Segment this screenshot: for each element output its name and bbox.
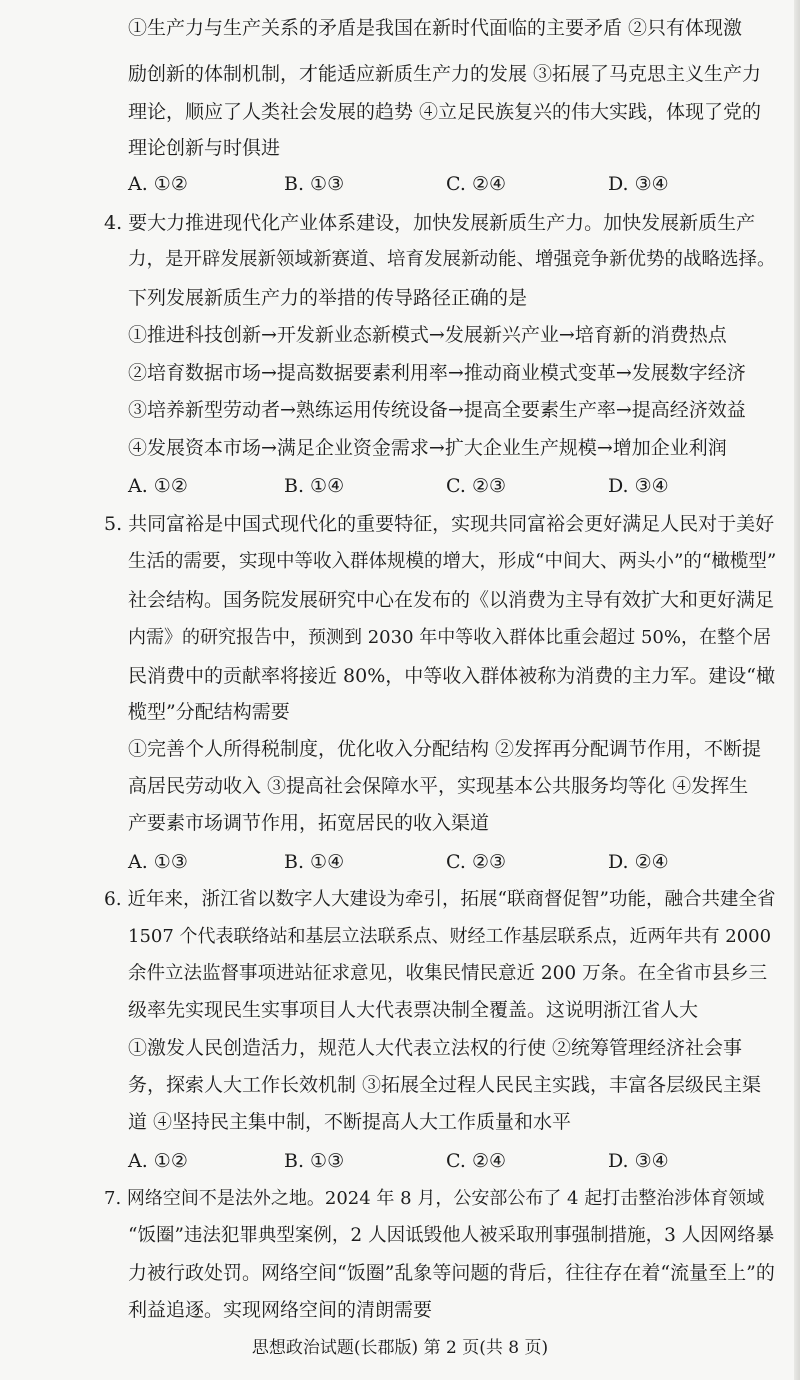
q7-stem-line: 力被行政处罚。网络空间“饭圈”乱象等问题的背后，往往存在着“流量至上”的 bbox=[128, 1262, 775, 1284]
q4-stem-line: 下列发展新质生产力的举措的传导路径正确的是 bbox=[128, 287, 528, 309]
q5-stem-line: 社会结构。国务院发展研究中心在发布的《以消费为主导有效扩大和更好满足 bbox=[128, 589, 775, 611]
page-edge-shadow bbox=[794, 0, 800, 1380]
q5-stem-line: 榄型”分配结构需要 bbox=[128, 701, 290, 723]
option-b[interactable]: B. ①③ bbox=[284, 1150, 345, 1172]
option-a[interactable]: A. ①③ bbox=[128, 851, 188, 873]
option-b[interactable]: B. ①③ bbox=[284, 173, 345, 195]
q6-statement-line: 道 ④坚持民主集中制，不断提高人大工作质量和水平 bbox=[128, 1111, 572, 1133]
q4-statement-line: ①推进科技创新→开发新业态新模式→发展新兴产业→培育新的消费热点 bbox=[128, 324, 727, 346]
option-d[interactable]: D. ②④ bbox=[608, 851, 669, 873]
q6-stem-line: 6. 近年来，浙江省以数字人大建设为牵引，拓展“联商督促智”功能，融合共建全省 bbox=[104, 889, 776, 910]
option-c[interactable]: C. ②④ bbox=[446, 1150, 507, 1172]
q5-stem-line: 内需》的研究报告中，预测到 2030 年中等收入群体比重会超过 50%，在整个居 bbox=[128, 627, 771, 648]
q4-options bbox=[128, 474, 688, 498]
option-d[interactable]: D. ③④ bbox=[608, 173, 669, 195]
q4-stem-line: 力，是开辟发展新领域新赛道、培育发展新动能、增强竞争新优势的战略选择。 bbox=[128, 249, 776, 270]
option-a[interactable]: A. ①② bbox=[128, 475, 188, 497]
q3-statement-line: ①生产力与生产关系的矛盾是我国在新时代面临的主要矛盾 ②只有体现激 bbox=[128, 17, 743, 39]
option-b[interactable]: B. ①④ bbox=[284, 475, 345, 497]
q7-stem-line: “饭圈”违法犯罪典型案例，2 人因诋毁他人被采取刑事强制措施，3 人因网络暴 bbox=[128, 1225, 775, 1246]
option-b[interactable]: B. ①④ bbox=[284, 851, 345, 873]
q6-statement-line: ①激发人民创造活力，规范人大代表立法权的行使 ②统筹管理经济社会事 bbox=[128, 1037, 743, 1059]
option-c[interactable]: C. ②③ bbox=[446, 475, 507, 497]
q3-statement-line: 理论，顺应了人类社会发展的趋势 ④立足民族复兴的伟大实践，体现了党的 bbox=[128, 101, 762, 123]
option-a[interactable]: A. ①② bbox=[128, 1150, 188, 1172]
option-c[interactable]: C. ②④ bbox=[446, 173, 507, 195]
q7-stem-line: 7. 网络空间不是法外之地。2024 年 8 月，公安部公布了 4 起打击整治涉体育领域 bbox=[104, 1188, 765, 1209]
q4-statement-line: ③培养新型劳动者→熟练运用传统设备→提高全要素生产率→提高经济效益 bbox=[128, 399, 746, 421]
q3-statement-line: 励创新的体制机制，才能适应新质生产力的发展 ③拓展了马克思主义生产力 bbox=[128, 63, 762, 85]
q6-options bbox=[128, 1149, 688, 1173]
q5-options bbox=[128, 850, 688, 874]
q5-statement-line: 产要素市场调节作用，拓宽居民的收入渠道 bbox=[128, 812, 490, 834]
q4-statement-line: ④发展资本市场→满足企业资金需求→扩大企业生产规模→增加企业利润 bbox=[128, 437, 727, 459]
q5-stem-line: 生活的需要，实现中等收入群体规模的增大，形成“中间大、两头小”的“橄榄型” bbox=[128, 551, 777, 572]
q4-stem-line: 4. 要大力推进现代化产业体系建设，加快发展新质生产力。加快发展新质生产 bbox=[104, 212, 756, 234]
q3-options bbox=[128, 172, 688, 196]
q5-statement-line: 高居民劳动收入 ③提高社会保障水平，实现基本公共服务均等化 ④发挥生 bbox=[128, 775, 749, 797]
page-footer: 思想政治试题(长郡版) 第 2 页(共 8 页) bbox=[251, 1338, 549, 1358]
q5-statement-line: ①完善个人所得税制度，优化收入分配结构 ②发挥再分配调节作用，不断提 bbox=[128, 738, 762, 760]
option-d[interactable]: D. ③④ bbox=[608, 1150, 669, 1172]
q5-stem-line: 民消费中的贡献率将接近 80%，中等收入群体被称为消费的主力军。建设“橄 bbox=[128, 665, 775, 687]
q7-stem-line: 利益追逐。实现网络空间的清朗需要 bbox=[128, 1299, 433, 1321]
q5-stem-line: 5. 共同富裕是中国式现代化的重要特征，实现共同富裕会更好满足人民对于美好 bbox=[104, 513, 775, 535]
q3-statement-line: 理论创新与时俱进 bbox=[128, 137, 281, 159]
q4-statement-line: ②培育数据市场→提高数据要素利用率→推动商业模式变革→发展数字经济 bbox=[128, 362, 746, 384]
q6-stem-line: 级率先实现民生实事项目人大代表票决制全覆盖。这说明浙江省人大 bbox=[128, 999, 699, 1021]
q6-stem-line: 余件立法监督事项进站征求意见，收集民情民意近 200 万条。在全省市县乡三 bbox=[128, 963, 768, 984]
option-c[interactable]: C. ②③ bbox=[446, 851, 507, 873]
option-d[interactable]: D. ③④ bbox=[608, 475, 669, 497]
q6-stem-line: 1507 个代表联络站和基层立法联系点、财经工作基层联系点，近两年共有 2000 bbox=[128, 926, 772, 947]
option-a[interactable]: A. ①② bbox=[128, 173, 188, 195]
q6-statement-line: 务，探索人大工作长效机制 ③拓展全过程人民民主实践，丰富各层级民主渠 bbox=[128, 1074, 762, 1096]
